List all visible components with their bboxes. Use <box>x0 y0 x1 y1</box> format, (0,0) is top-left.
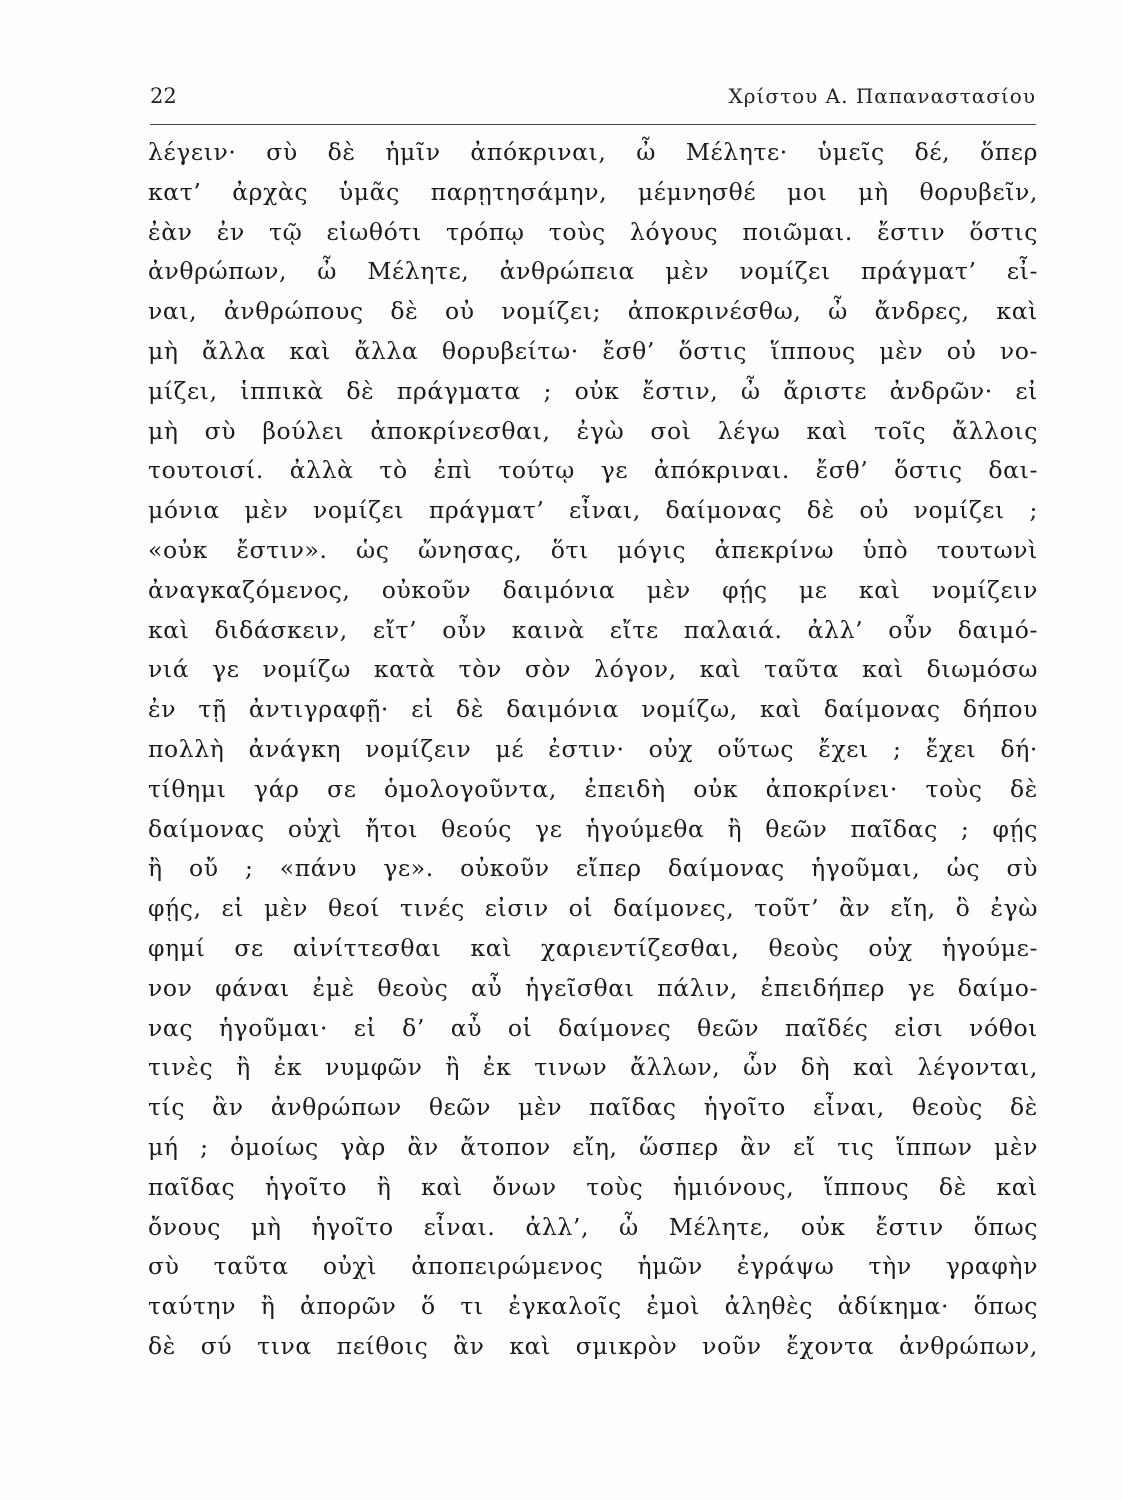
text-line: δαίμονας οὐχὶ ἤτοι θεούς γε ἡγούμεθα ἢ θεῶν παῖδας ; φῄς <box>148 814 1038 843</box>
text-line: κατ’ ἀρχὰς ὑμᾶς παρῃτησάμην, μέμνησθέ μοι μὴ θορυβεῖν, <box>148 177 1038 206</box>
text-line: τίς ἂν ἀνθρώπων θεῶν μὲν παῖδας ἡγοῖτο εἶναι, θεοὺς δὲ <box>148 1093 1038 1122</box>
text-line: πολλὴ ἀνάγκη νομίζειν μέ ἐστιν· οὐχ οὕτως ἔχει ; ἔχει δή· <box>148 734 1038 763</box>
text-line: φῄς, εἰ μὲν θεοί τινές εἰσιν οἱ δαίμονες, τοῦτ’ ἂν εἴη, ὃ ἐγὼ <box>148 894 1038 923</box>
text-line: ὄνους μὴ ἡγοῖτο εἶναι. ἀλλ’, ὦ Μέλητε, οὐκ ἔστιν ὅπως <box>148 1212 1038 1241</box>
text-line: μὴ σὺ βούλει ἀποκρίνεσθαι, ἐγὼ σοὶ λέγω καὶ τοῖς ἄλλοις <box>148 416 1038 445</box>
text-line: δὲ σύ τινα πείθοις ἂν καὶ σμικρὸν νοῦν ἔχοντα ἀνθρώπων, <box>148 1331 1038 1360</box>
text-line: φημί σε αἰνίττεσθαι καὶ χαριεντίζεσθαι, θεοὺς οὐχ ἡγούμε- <box>148 933 1038 962</box>
text-line: λέγειν· σὺ δὲ ἡμῖν ἀπόκριναι, ὦ Μέλητε· ὑμεῖς δέ, ὅπερ <box>148 138 1038 166</box>
text-line: καὶ διδάσκειν, εἴτ’ οὖν καινὰ εἴτε παλαιά. ἀλλ’ οὖν δαιμό- <box>148 615 1038 644</box>
text-line: ἀνθρώπων, ὦ Μέλητε, ἀνθρώπεια μὲν νομίζει πράγματ’ εἶ- <box>148 257 1038 286</box>
text-line: «οὐκ ἔστιν». ὡς ὤνησας, ὅτι μόγις ἀπεκρίνω ὑπὸ τουτωνὶ <box>148 535 1038 564</box>
text-line: τίθημι γάρ σε ὁμολογοῦντα, ἐπειδὴ οὐκ ἀποκρίνει· τοὺς δὲ <box>148 774 1038 803</box>
page-header <box>150 84 1036 118</box>
text-line: ἐὰν ἐν τῷ εἰωθότι τρόπῳ τοὺς λόγους ποιῶμαι. ἔστιν ὅστις <box>148 217 1038 246</box>
body-text <box>148 133 1038 1367</box>
running-head: Χρίστου Α. Παπαναστασίου <box>728 84 1036 108</box>
text-line: ἢ οὔ ; «πάνυ γε». οὐκοῦν εἴπερ δαίμονας ἡγοῦμαι, ὡς σὺ <box>148 854 1038 883</box>
text-line: ἐν τῇ ἀντιγραφῇ· εἰ δὲ δαιμόνια νομίζω, καὶ δαίμονας δήπου <box>148 695 1038 724</box>
text-line: τουτοισί. ἀλλὰ τὸ ἐπὶ τούτῳ γε ἀπόκριναι. ἔσθ’ ὅστις δαι- <box>148 456 1038 485</box>
header-rule <box>150 124 1036 125</box>
page-number: 22 <box>150 84 177 108</box>
text-line: σὺ ταῦτα οὐχὶ ἀποπειρώμενος ἡμῶν ἐγράψω τὴν γραφὴν <box>148 1252 1038 1281</box>
text-line: μίζει, ἱππικὰ δὲ πράγματα ; οὐκ ἔστιν, ὦ ἄριστε ἀνδρῶν· εἰ <box>148 376 1038 405</box>
text-line: μὴ ἄλλα καὶ ἄλλα θορυβείτω· ἔσθ’ ὅστις ἵππους μὲν οὐ νο- <box>148 336 1038 365</box>
text-line: νιά γε νομίζω κατὰ τὸν σὸν λόγον, καὶ ταῦτα καὶ διωμόσω <box>148 655 1038 684</box>
text-line: μή ; ὁμοίως γὰρ ἂν ἄτοπον εἴη, ὥσπερ ἂν εἴ τις ἵππων μὲν <box>148 1132 1038 1161</box>
text-line: ταύτην ἢ ἀπορῶν ὅ τι ἐγκαλοῖς ἐμοὶ ἀληθὲς ἀδίκημα· ὅπως <box>148 1292 1038 1321</box>
text-line: μόνια μὲν νομίζει πράγματ’ εἶναι, δαίμονας δὲ οὐ νομίζει ; <box>148 496 1038 525</box>
text-line: ἀναγκαζόμενος, οὐκοῦν δαιμόνια μὲν φῄς με καὶ νομίζειν <box>148 575 1038 604</box>
text-line: παῖδας ἡγοῖτο ἢ καὶ ὄνων τοὺς ἡμιόνους, ἵππους δὲ καὶ <box>148 1172 1038 1201</box>
text-line: νας ἡγοῦμαι· εἰ δ’ αὖ οἱ δαίμονες θεῶν παῖδές εἰσι νόθοι <box>148 1013 1038 1042</box>
text-line: τινὲς ἢ ἐκ νυμφῶν ἢ ἐκ τινων ἄλλων, ὧν δὴ καὶ λέγονται, <box>148 1053 1038 1082</box>
text-line: νον φάναι ἐμὲ θεοὺς αὖ ἡγεῖσθαι πάλιν, ἐπειδήπερ γε δαίμο- <box>148 973 1038 1002</box>
text-line: ναι, ἀνθρώπους δὲ οὐ νομίζει; ἀποκρινέσθω, ὦ ἄνδρες, καὶ <box>148 297 1038 326</box>
